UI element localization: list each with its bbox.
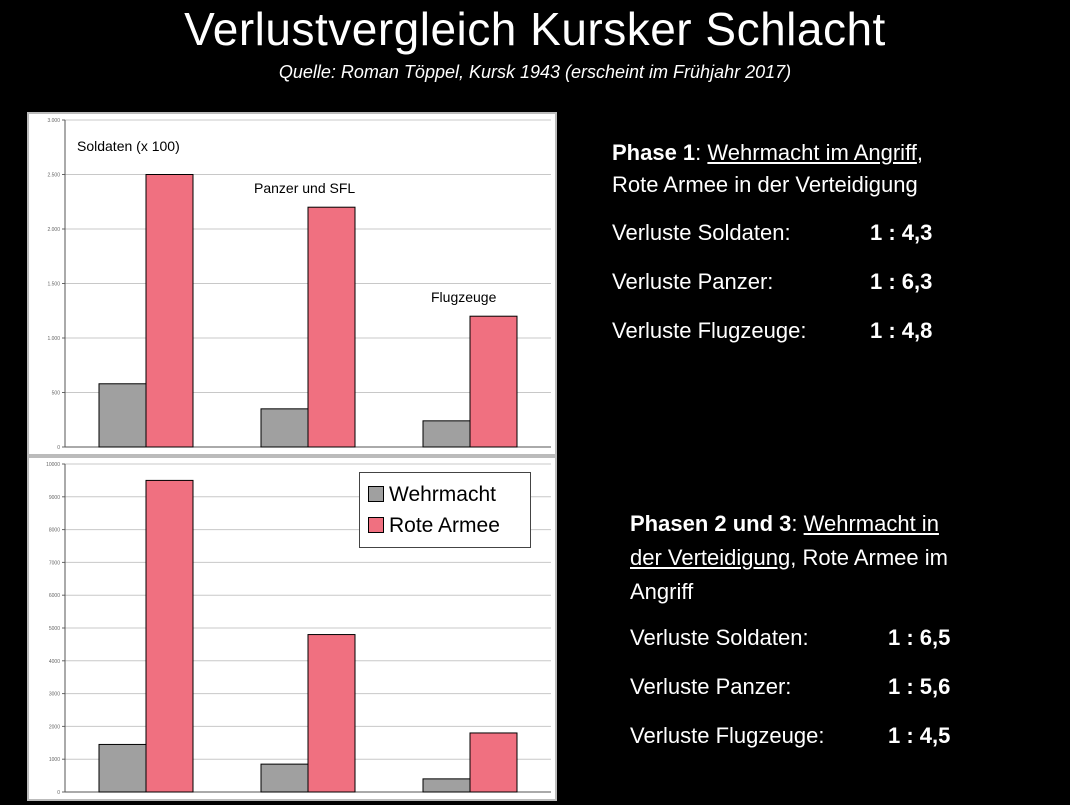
phase2-underlined2: der Verteidigung <box>630 545 791 570</box>
chart2-tick-label: 8000 <box>48 527 60 534</box>
stat-value: 1 : 5,6 <box>888 674 951 699</box>
category-label-soldaten: Soldaten (x 100) <box>77 138 180 154</box>
legend-item-rote-armee <box>368 513 500 539</box>
phase2-line3: Angriff <box>630 579 694 604</box>
stat-label: Verluste Flugzeuge: <box>630 723 825 748</box>
phase2-sep: : <box>791 511 804 536</box>
legend-label-rote-armee: Rote Armee <box>389 514 500 537</box>
chart1-tick-label: 2.500 <box>47 172 60 179</box>
legend-swatch-wehrmacht <box>368 486 384 502</box>
slide-subtitle: Quelle: Roman Töppel, Kursk 1943 (erscheint im Frühjahr 2017) <box>278 62 792 82</box>
chart1-tick-label: 500 <box>51 390 60 397</box>
phase2-description <box>630 508 1060 748</box>
chart1-bar-wehrmacht-panzer <box>261 409 308 447</box>
phase1-sep: : <box>695 140 708 165</box>
stat-value: 1 : 4,5 <box>888 723 951 748</box>
phase2-underlined1: Wehrmacht in <box>803 511 939 536</box>
chart1-bar-wehrmacht-soldaten <box>99 384 146 447</box>
category-label-flugzeuge: Flugzeuge <box>431 289 497 305</box>
chart1-tick-label: 1.500 <box>47 281 60 288</box>
chart2-bar-wehrmacht-soldaten <box>99 744 146 792</box>
phase2-heading: Phasen 2 und 3 <box>630 511 792 536</box>
chart1-bar-rote-armee-flugzeuge <box>470 316 517 447</box>
phase1-line2: Rote Armee in der Verteidigung <box>612 172 918 197</box>
stat-value: 1 : 6,3 <box>870 269 933 294</box>
phase1-underlined: Wehrmacht im Angriff <box>707 140 917 165</box>
phase1-rest: , <box>916 140 924 165</box>
phase1-heading: Phase 1 <box>612 140 696 165</box>
chart2-bar-rote-armee-soldaten <box>146 480 193 792</box>
category-label-panzer: Panzer und SFL <box>254 180 356 196</box>
phase2-line1 <box>630 508 1060 542</box>
chart-legend <box>359 472 531 548</box>
chart2-tick-label: 7000 <box>48 560 60 567</box>
stat-label: Verluste Soldaten: <box>630 625 809 650</box>
phase2-line2 <box>630 542 1060 576</box>
stat-label: Verluste Panzer: <box>630 674 792 699</box>
chart-phase1 <box>27 112 557 456</box>
chart2-tick-label: 1000 <box>48 757 60 764</box>
chart-phases-2-3 <box>27 456 557 801</box>
stat-value: 1 : 6,5 <box>888 625 951 650</box>
chart2-tick-label: 9000 <box>48 494 60 501</box>
stat-label: Verluste Flugzeuge: <box>612 318 807 343</box>
chart2-tick-label: 10000 <box>46 462 60 468</box>
slide-title: Verlustvergleich Kursker Schlacht <box>184 3 886 55</box>
chart2-tick-label: 3000 <box>48 691 60 698</box>
legend-label-wehrmacht: Wehrmacht <box>389 483 496 506</box>
stat-label: Verluste Panzer: <box>612 269 774 294</box>
chart1-tick-label: 0 <box>57 445 60 451</box>
chart2-tick-label: 4000 <box>48 658 60 665</box>
chart1-bar-rote-armee-soldaten <box>146 175 193 448</box>
chart2-bar-rote-armee-flugzeuge <box>470 733 517 792</box>
chart2-bar-rote-armee-panzer <box>308 635 355 792</box>
chart1-bar-rote-armee-panzer <box>308 207 355 447</box>
chart2-tick-label: 6000 <box>48 593 60 600</box>
chart2-tick-label: 5000 <box>48 626 60 632</box>
chart2-bar-wehrmacht-flugzeuge <box>423 779 470 792</box>
chart1-tick-label: 3.000 <box>47 118 60 124</box>
chart2-bar-wehrmacht-panzer <box>261 764 308 792</box>
legend-item-wehrmacht <box>368 482 496 508</box>
chart1-bar-wehrmacht-flugzeuge <box>423 421 470 447</box>
phase1-line1 <box>612 137 1052 169</box>
chart1-tick-label: 1.000 <box>47 336 60 342</box>
chart2-tick-label: 0 <box>57 790 60 796</box>
stat-label: Verluste Soldaten: <box>612 220 791 245</box>
chart1-tick-label: 2.000 <box>47 227 60 233</box>
chart2-tick-label: 2000 <box>48 724 60 731</box>
legend-swatch-rote-armee <box>368 517 384 533</box>
stat-value: 1 : 4,8 <box>870 318 933 343</box>
phase1-description <box>612 137 1052 343</box>
phase2-rest: , Rote Armee im <box>790 545 948 570</box>
stat-value: 1 : 4,3 <box>870 220 933 245</box>
chart-phase1-svg <box>29 114 555 454</box>
